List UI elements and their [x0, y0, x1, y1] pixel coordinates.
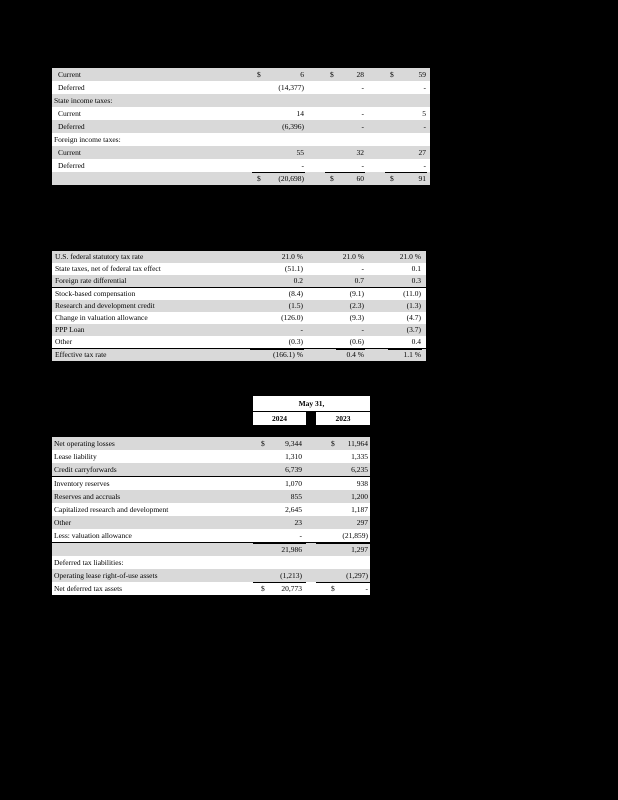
subtotal-rule	[252, 172, 305, 173]
cell-value: -	[361, 325, 364, 335]
cell-value: (1.5)	[288, 300, 303, 310]
deferred-tax-assets-table	[52, 437, 370, 600]
cell-value: -	[365, 584, 368, 594]
currency-symbol: $	[390, 174, 394, 183]
cell-value: (51.1)	[284, 264, 303, 274]
row-label: Capitalized research and development	[54, 505, 169, 514]
cell-value: (9.1)	[349, 288, 364, 298]
cell-value: 1,310	[285, 452, 302, 462]
income-tax-provision-table	[52, 68, 430, 193]
cell-value: -	[423, 161, 426, 170]
table-row	[52, 349, 426, 361]
cell-value: 0.3	[411, 276, 421, 286]
cell-value: (9.3)	[349, 313, 364, 322]
period-header: May 31,	[253, 396, 370, 411]
cell-value: 0.2	[293, 276, 303, 286]
table-row	[52, 275, 426, 287]
table-row	[52, 490, 370, 503]
year-2023-header: 2023	[316, 412, 370, 426]
cell-value: 2,645	[285, 505, 302, 514]
cell-value: (0.6)	[349, 337, 364, 347]
row-label: Credit carryforwards	[54, 465, 117, 475]
row-label: Foreign income taxes:	[54, 135, 121, 144]
total-double-rule	[252, 185, 305, 188]
table-row	[52, 300, 426, 312]
table-row	[52, 81, 430, 94]
currency-symbol: $	[330, 174, 334, 183]
cell-value: (21,859)	[342, 531, 368, 541]
cell-value: -	[423, 83, 426, 92]
table-row	[52, 516, 370, 529]
row-label: Other	[54, 518, 72, 528]
currency-symbol: $	[331, 584, 335, 594]
cell-value: 855	[290, 491, 302, 501]
cell-value: 1,187	[351, 505, 368, 514]
table-row	[52, 556, 370, 569]
row-label: Deferred tax liabilities:	[54, 557, 124, 567]
cell-value: -	[300, 325, 303, 335]
cell-value: (4.7)	[406, 313, 421, 322]
table-row	[52, 251, 426, 263]
cell-value: 23	[294, 518, 302, 528]
row-label: Net operating losses	[54, 439, 115, 448]
row-label: State taxes, net of federal tax effect	[55, 264, 161, 274]
cell-value: 28	[356, 70, 364, 79]
total-double-rule	[385, 185, 427, 188]
cell-value: 32	[356, 148, 364, 157]
cell-value: -	[361, 264, 364, 274]
table-row	[52, 120, 430, 133]
effective-tax-rate-table	[52, 251, 426, 361]
cell-value: 1,200	[351, 491, 368, 501]
cell-value: 0.7	[354, 276, 364, 286]
currency-symbol: $	[257, 174, 261, 183]
subtotal-rule	[385, 172, 427, 173]
subtotal-rule	[388, 349, 422, 350]
row-label: Current	[58, 148, 81, 157]
table-row	[52, 437, 370, 450]
cell-value: 1,297	[351, 544, 368, 554]
cell-value: -	[361, 109, 364, 118]
cell-value: (14,377)	[278, 83, 304, 92]
row-label: Inventory reserves	[54, 478, 110, 488]
cell-value: (1,297)	[346, 571, 368, 580]
deferred-tax-header	[52, 396, 370, 426]
cell-value: (126.0)	[281, 313, 303, 322]
table-row	[52, 529, 370, 542]
row-label: Net deferred tax assets	[54, 584, 123, 594]
cell-value: 14	[296, 109, 304, 118]
table-row	[52, 172, 430, 185]
row-label: U.S. federal statutory tax rate	[55, 252, 144, 261]
cell-value: (8.4)	[288, 288, 303, 298]
total-double-rule	[316, 595, 370, 598]
table-row	[52, 336, 426, 348]
cell-value: 1.1 %	[403, 349, 421, 359]
cell-value: 297	[356, 518, 368, 528]
cell-value: 1,070	[285, 478, 302, 488]
subtotal-rule	[316, 582, 370, 583]
row-label: Foreign rate differential	[55, 276, 127, 286]
currency-symbol: $	[261, 439, 265, 448]
cell-value: 20,773	[281, 584, 302, 594]
cell-value: 27	[418, 148, 426, 157]
currency-symbol: $	[257, 70, 261, 79]
currency-symbol: $	[390, 70, 394, 79]
cell-value: (1.3)	[406, 300, 421, 310]
row-label: Deferred	[58, 161, 85, 170]
row-label: Other	[55, 337, 73, 347]
cell-value: 55	[296, 148, 304, 157]
table-row	[52, 94, 430, 107]
row-label: Lease liability	[54, 452, 97, 462]
cell-value: (3.7)	[406, 325, 421, 335]
table-row	[52, 324, 426, 336]
table-row	[52, 582, 370, 595]
table-row	[52, 68, 430, 81]
cell-value: (20,698)	[278, 174, 304, 183]
table-row	[52, 463, 370, 476]
subtotal-rule	[325, 172, 365, 173]
cell-value: 11,964	[347, 439, 368, 448]
table-row	[52, 133, 430, 146]
cell-value: (2.3)	[349, 300, 364, 310]
cell-value: -	[301, 161, 304, 170]
cell-value: 938	[356, 478, 368, 488]
table-row	[52, 146, 430, 159]
cell-value: 0.4 %	[346, 349, 364, 359]
row-label: Operating lease right-of-use assets	[54, 571, 158, 580]
row-label: Research and development credit	[55, 300, 155, 310]
table-row	[52, 263, 426, 275]
cell-value: 6,739	[285, 465, 302, 475]
currency-symbol: $	[261, 584, 265, 594]
cell-value: (166.1) %	[273, 349, 303, 359]
subtotal-rule	[316, 543, 370, 544]
row-label: Deferred	[58, 122, 85, 131]
row-label: Deferred	[58, 83, 85, 92]
cell-value: (6,396)	[282, 122, 304, 131]
cell-value: 59	[418, 70, 426, 79]
year-2024-header: 2024	[253, 412, 306, 426]
cell-value: 21.0 %	[399, 252, 421, 261]
cell-value: 6,235	[351, 465, 368, 475]
table-row	[52, 543, 370, 556]
row-label: Reserves and accruals	[54, 491, 121, 501]
cell-value: 9,344	[285, 439, 302, 448]
currency-symbol: $	[331, 439, 335, 448]
table-row	[52, 312, 426, 324]
cell-value: -	[423, 122, 426, 131]
cell-value: 21.0 %	[281, 252, 303, 261]
table-row	[52, 450, 370, 463]
cell-value: -	[299, 531, 302, 541]
cell-value: 60	[356, 174, 364, 183]
cell-value: 1,335	[351, 452, 368, 462]
table-row	[52, 288, 426, 300]
table-row	[52, 159, 430, 172]
row-label: Current	[58, 70, 81, 79]
total-double-rule	[253, 595, 306, 598]
cell-value: (11.0)	[403, 288, 421, 298]
table-row	[52, 503, 370, 516]
cell-value: -	[361, 122, 364, 131]
row-label: Stock-based compensation	[55, 288, 136, 298]
table-row	[52, 477, 370, 490]
cell-value: 0.4	[411, 337, 421, 347]
table-row	[52, 107, 430, 120]
cell-value: 21.0 %	[342, 252, 364, 261]
subtotal-rule	[250, 349, 304, 350]
cell-value: 91	[418, 174, 426, 183]
row-label: PPP Loan	[55, 325, 85, 335]
subtotal-rule	[253, 582, 306, 583]
total-double-rule	[325, 185, 365, 188]
cell-value: 0.1	[411, 264, 421, 274]
cell-value: -	[361, 83, 364, 92]
currency-symbol: $	[330, 70, 334, 79]
subtotal-rule	[336, 349, 365, 350]
table-row	[52, 569, 370, 582]
cell-value: 5	[422, 109, 426, 118]
row-label: Less: valuation allowance	[54, 531, 132, 541]
row-label: State income taxes:	[54, 96, 113, 105]
row-label: Current	[58, 109, 81, 118]
cell-value: -	[361, 161, 364, 170]
cell-value: (0.3)	[288, 337, 303, 347]
row-label: Change in valuation allowance	[55, 313, 148, 322]
cell-value: 21,986	[281, 544, 302, 554]
subtotal-rule	[253, 543, 306, 544]
cell-value: (1,213)	[280, 571, 302, 580]
row-label: Effective tax rate	[55, 349, 107, 359]
cell-value: 6	[300, 70, 304, 79]
